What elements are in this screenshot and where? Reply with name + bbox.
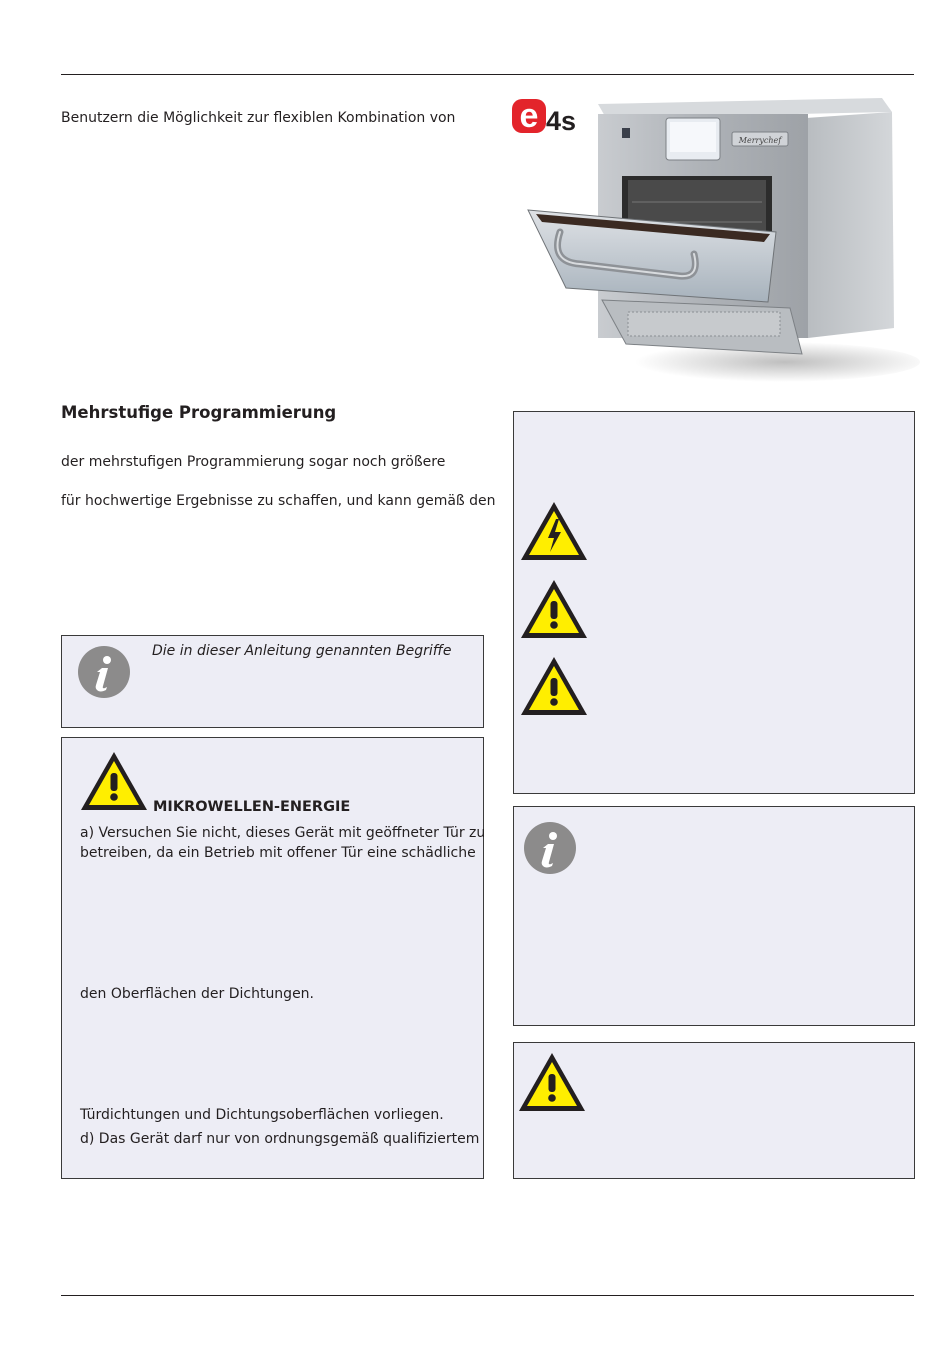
- oven-product-image: [510, 92, 920, 382]
- info-box: [61, 635, 484, 728]
- intro-text: Benutzern die Möglichkeit zur flexiblen Kombination von: [61, 110, 456, 126]
- warning-icon: [519, 655, 589, 717]
- logo-model: 4s: [546, 106, 577, 136]
- section-text-line: für hochwertige Ergebnisse zu schaffen, und kann gemäß den: [61, 493, 496, 509]
- warning-line: d) Das Gerät darf nur von ordnungsgemäß qualifiziertem: [80, 1131, 480, 1147]
- logo-letter: e: [519, 97, 539, 135]
- warning-icon: [517, 1051, 587, 1113]
- warning-icon: [79, 750, 149, 812]
- info-icon: [524, 822, 576, 874]
- section-text-line: der mehrstufigen Programmierung sogar noch größere: [61, 454, 446, 470]
- info-icon: [78, 646, 130, 698]
- footer-rule: [61, 1295, 914, 1296]
- header-rule: [61, 74, 914, 75]
- warning-line: a) Versuchen Sie nicht, dieses Gerät mit geöffneter Tür zu: [80, 825, 486, 841]
- microwave-warning-box: [61, 737, 484, 1179]
- info-box: [513, 806, 915, 1026]
- brand-plate: Merrychef: [738, 136, 782, 145]
- info-text: Die in dieser Anleitung genannten Begriffe: [152, 643, 452, 659]
- hazards-box: [513, 411, 915, 794]
- electric-hazard-icon: [519, 500, 589, 562]
- warning-line: betreiben, da ein Betrieb mit offener Tür eine schädliche: [80, 845, 476, 861]
- warning-icon: [519, 578, 589, 640]
- warning-line: Türdichtungen und Dichtungsoberflächen vorliegen.: [80, 1107, 444, 1123]
- section-heading: Mehrstufige Programmierung: [61, 403, 337, 422]
- warning-box: [513, 1042, 915, 1179]
- warning-title: MIKROWELLEN-ENERGIE: [153, 799, 351, 815]
- warning-line: den Oberflächen der Dichtungen.: [80, 986, 315, 1002]
